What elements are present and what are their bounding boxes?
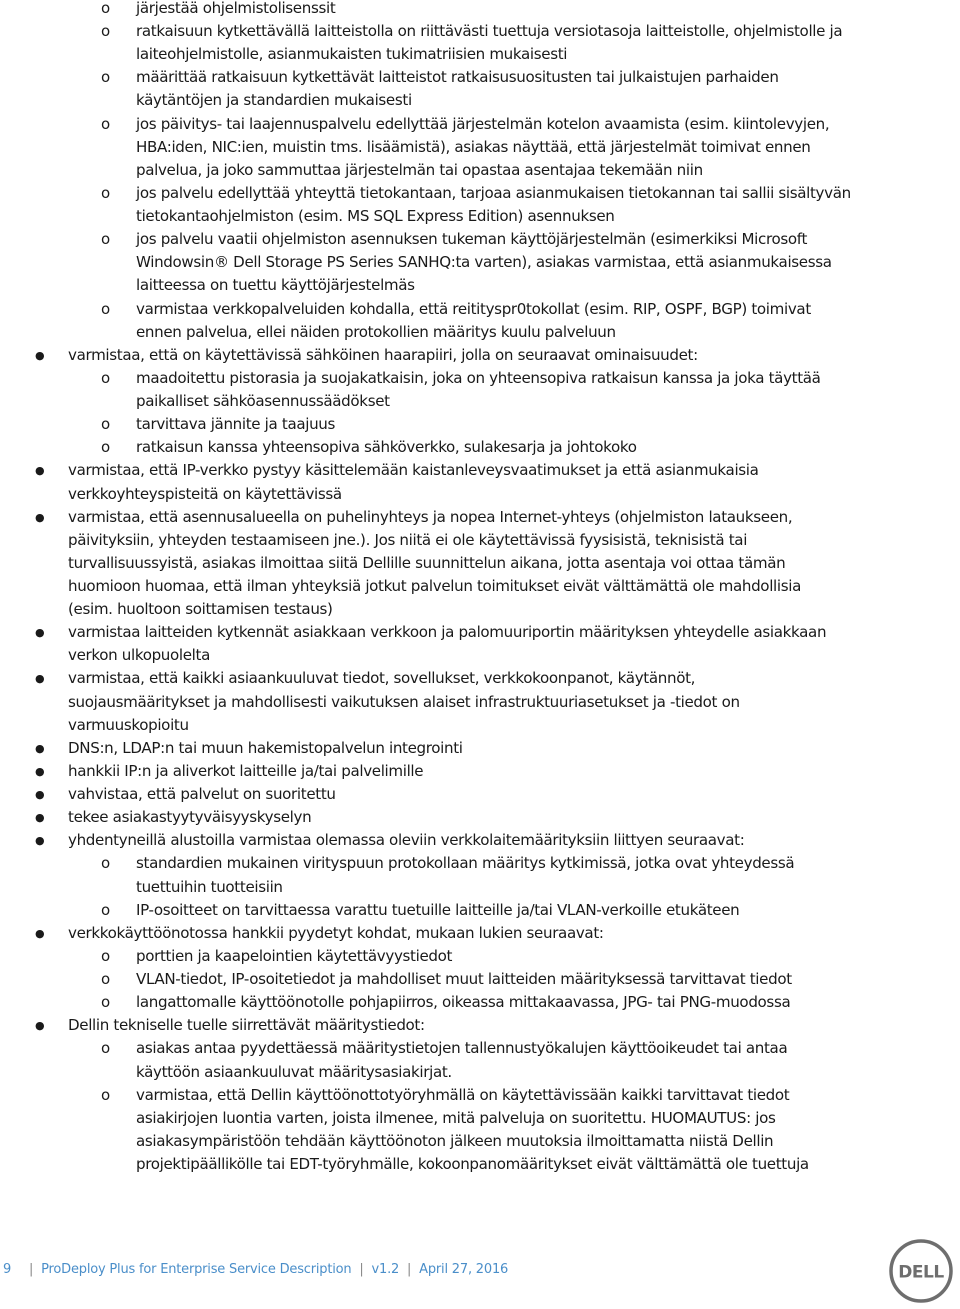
line-text: paikalliset sähköasennussäädökset: [136, 392, 390, 411]
line-text: varmistaa, että kaikki asiaankuuluvat tiedot, sovellukset, verkkokoonpanot, käytännöt,: [68, 669, 696, 688]
sub-bullet-marker: o: [101, 900, 110, 919]
sub-bullet-marker: o: [101, 415, 110, 434]
line-text: asiakas antaa pyydettäessä määritystietojen tallennustyökalujen käyttöoikeudet tai antaa: [136, 1039, 788, 1058]
sub-bullet-line: [0, 367, 821, 390]
line-text: DNS:n, LDAP:n tai muun hakemistopalvelun integrointi: [68, 738, 463, 757]
line-text: määrittää ratkaisuun kytkettävät laitteistot ratkaisusuositusten tai julkaistujen parhaiden: [136, 68, 779, 87]
line-text: asiakasympäristöön tehdään käyttöönoton jälkeen muutoksia ilmoittamatta niistä Dellin: [136, 1131, 774, 1150]
bullet-line: [0, 667, 695, 690]
sub-bullet-marker: o: [101, 946, 110, 965]
sub-bullet-marker: o: [101, 68, 110, 87]
sub-bullet-line: [0, 321, 616, 344]
sub-bullet-line: [0, 298, 811, 321]
bullet-line: [0, 506, 792, 529]
document-date: April 27, 2016: [419, 1262, 509, 1277]
bullet-line: [0, 760, 423, 783]
line-text: käyttöön asiaankuuluvat määritysasiakirjat.: [136, 1062, 452, 1081]
sub-bullet-line: [0, 390, 390, 413]
bullet-line: [0, 806, 311, 829]
line-text: verkkokäyttöönotossa hankkii pyydetyt kohdat, mukaan lukien seuraavat:: [68, 923, 604, 942]
sub-bullet-marker: o: [101, 368, 110, 387]
bullet-line: [0, 598, 333, 621]
line-text: käytäntöjen ja standardien mukaisesti: [136, 91, 412, 110]
dell-logo: [888, 1238, 954, 1304]
sub-bullet-line: [0, 274, 415, 297]
line-text: varmistaa, että IP-verkko pystyy käsittelemään kaistanleveysvaatimukset ja että asianmukaisia: [68, 461, 759, 480]
sub-bullet-line: [0, 159, 703, 182]
bullet-line: [0, 922, 604, 945]
bullet-line: [0, 459, 759, 482]
bullet-line: [0, 644, 210, 667]
footer-separator: |: [407, 1262, 412, 1277]
line-text: HBA:iden, NIC:ien, muistin tms. lisäämistä), asiakas näyttää, että järjestelmät toimivat ennen: [136, 137, 811, 156]
line-text: vahvistaa, että palvelut on suoritettu: [68, 785, 336, 804]
line-text: Dellin tekniselle tuelle siirrettävät määritystiedot:: [68, 1016, 425, 1035]
sub-bullet-line: [0, 852, 794, 875]
line-text: varmistaa laitteiden kytkennät asiakkaan verkkoon ja palomuuriportin määrityksen yhteydelle asiakkaan: [68, 623, 827, 642]
line-text: palvelua, ja joko sammuttaa järjestelmän tai opastaa asentajaa tekemään niin: [136, 160, 703, 179]
bullet-line: [0, 344, 698, 367]
line-text: suojausmääritykset ja mahdollisesti vaikutuksen alaiset infrastruktuuriasetukset ja -tiedot on: [68, 692, 740, 711]
bullet-line: [0, 829, 744, 852]
sub-bullet-line: [0, 968, 792, 991]
sub-bullet-marker: o: [101, 299, 110, 318]
line-text: ennen palvelua, ellei näiden protokollien määritys kuulu palveluun: [136, 322, 616, 341]
sub-bullet-line: [0, 205, 615, 228]
line-text: varmistaa verkkopalveluiden kohdalla, että reitityspr0tokollat (esim. RIP, OSPF, BGP) toimivat: [136, 299, 811, 318]
sub-bullet-line: [0, 991, 790, 1014]
sub-bullet-line: [0, 945, 452, 968]
bullet-marker: ●: [35, 672, 45, 686]
sub-bullet-line: [0, 1130, 773, 1153]
bullet-marker: ●: [35, 348, 45, 362]
line-text: varmistaa, että Dellin käyttöönottotyöryhmällä on käytettävissään kaikki tarvittavat tiedot: [136, 1085, 790, 1104]
bullet-marker: ●: [35, 1019, 45, 1033]
line-text: projektipäällikölle tai EDT-työryhmälle, kokoonpanomääritykset eivät välttämättä ole tuettuja: [136, 1155, 809, 1173]
bullet-marker: ●: [35, 811, 45, 825]
sub-bullet-line: [0, 1153, 809, 1176]
sub-bullet-line: [0, 20, 842, 43]
sub-bullet-line: [0, 228, 807, 251]
sub-bullet-marker: o: [101, 22, 110, 41]
sub-bullet-line: [0, 136, 811, 159]
sub-bullet-line: [0, 0, 335, 20]
sub-bullet-marker: o: [101, 183, 110, 202]
sub-bullet-line: [0, 1037, 787, 1060]
page-footer: [3, 1262, 508, 1277]
sub-bullet-line: [0, 413, 335, 436]
sub-bullet-marker: o: [101, 993, 110, 1012]
line-text: huomioon huomaa, että ilman yhteyksiä jotkut palvelun toimitukset eivät välttämättä ole mahdollisia: [68, 577, 801, 595]
bullet-line: [0, 552, 785, 575]
line-text: jos päivitys- tai laajennuspalvelu edellyttää järjestelmän kotelon avaamista (esim. kiintolevyjen,: [136, 114, 830, 133]
sub-bullet-line: [0, 113, 829, 136]
line-text: varmistaa, että asennusalueella on puhelinyhteys ja nopea Internet-yhteys (ohjelmiston lataukseen,: [68, 507, 793, 526]
footer-separator: |: [359, 1262, 364, 1277]
sub-bullet-line: [0, 1061, 452, 1084]
bullet-line: [0, 483, 342, 506]
line-text: päivityksiin, yhteyden testaamiseen jne.). Jos niitä ei ole käytettävissä fyysisistä, teknisistä tai: [68, 530, 748, 549]
bullet-line: [0, 691, 740, 714]
sub-bullet-line: [0, 1084, 789, 1107]
bullet-line: [0, 1014, 425, 1037]
line-text: Windowsin® Dell Storage PS Series SANHQ:ta varten), asiakas varmistaa, että asianmukaisessa: [136, 253, 832, 272]
line-text: tietokantaohjelmiston (esim. MS SQL Express Edition) asennuksen: [136, 207, 615, 226]
sub-bullet-line: [0, 876, 283, 899]
bullet-line: [0, 575, 801, 598]
sub-bullet-marker: o: [101, 0, 110, 17]
sub-bullet-line: [0, 251, 832, 274]
line-text: verkon ulkopuolelta: [68, 646, 210, 665]
line-text: porttien ja kaapelointien käytettävyystiedot: [136, 946, 453, 965]
line-text: IP-osoitteet on tarvittaessa varattu tuetuille laitteille ja/tai VLAN-verkoille etukäteen: [136, 900, 740, 919]
bullet-marker: ●: [35, 788, 45, 802]
bullet-line: [0, 529, 747, 552]
line-text: ratkaisuun kytkettävällä laitteistolla on riittävästi tuettuja versiotasoja laitteistolle, ohjelmistolle ja: [136, 22, 843, 41]
bullet-line: [0, 714, 189, 737]
bullet-marker: ●: [35, 510, 45, 524]
sub-bullet-line: [0, 66, 779, 89]
line-text: varmuuskopioitu: [68, 715, 189, 734]
document-version: v1.2: [371, 1262, 400, 1277]
footer-separator: |: [29, 1262, 34, 1277]
sub-bullet-line: [0, 899, 739, 922]
sub-bullet-line: [0, 1107, 776, 1130]
bullet-marker: ●: [35, 464, 45, 478]
line-text: turvallisuussyistä, asiakas ilmoittaa siitä Dellille suunnittelun aikana, jotta asentaja voi ottaa tämän: [68, 553, 786, 572]
line-text: hankkii IP:n ja aliverkot laitteille ja/tai palvelimille: [68, 761, 424, 780]
line-text: VLAN-tiedot, IP-osoitetiedot ja mahdolliset muut laitteiden määrityksessä tarvittavat tiedot: [136, 970, 792, 989]
line-text: laitteessa on tuettu käyttöjärjestelmäs: [136, 276, 415, 295]
sub-bullet-line: [0, 89, 412, 112]
bullet-line: [0, 783, 336, 806]
sub-bullet-marker: o: [101, 230, 110, 249]
line-text: standardien mukainen virityspuun protokollaan määritys kytkimissä, jotka ovat yhteydessä: [136, 854, 795, 873]
sub-bullet-line: [0, 182, 851, 205]
sub-bullet-marker: o: [101, 114, 110, 133]
line-text: jos palvelu edellyttää yhteyttä tietokantaan, tarjoaa asianmukaisen tietokannan tai sallii sisältyvän: [136, 183, 851, 202]
line-text: jos palvelu vaatii ohjelmiston asennuksen tukeman käyttöjärjestelmän (esimerkiksi Microsoft: [136, 230, 808, 249]
bullet-marker: ●: [35, 764, 45, 778]
sub-bullet-marker: o: [101, 438, 110, 457]
page-number: 9: [3, 1262, 12, 1277]
line-text: varmistaa, että on käytettävissä sähköinen haarapiiri, jolla on seuraavat ominaisuudet:: [68, 345, 698, 364]
bullet-marker: ●: [35, 626, 45, 640]
document-title: ProDeploy Plus for Enterprise Service Description: [41, 1262, 352, 1277]
line-text: tarvittava jännite ja taajuus: [136, 415, 336, 434]
bullet-marker: ●: [35, 741, 45, 755]
line-text: verkkoyhteyspisteitä on käytettävissä: [68, 484, 342, 503]
sub-bullet-line: [0, 43, 567, 66]
line-text: maadoitettu pistorasia ja suojakatkaisin, joka on yhteensopiva ratkaisun kanssa ja joka täyttää: [136, 368, 821, 387]
line-text: laiteohjelmistolle, asianmukaisten tukimatriisien mukaisesti: [136, 45, 568, 64]
sub-bullet-marker: o: [101, 1085, 110, 1104]
dell-logo-text: DELL: [898, 1262, 944, 1283]
sub-bullet-marker: o: [101, 970, 110, 989]
line-text: tuettuihin tuotteisiin: [136, 877, 283, 896]
sub-bullet-marker: o: [101, 1039, 110, 1058]
line-text: tekee asiakastyytyväisyyskyselyn: [68, 808, 312, 827]
line-text: ratkaisun kanssa yhteensopiva sähköverkko, sulakesarja ja johtokoko: [136, 438, 637, 457]
line-text: (esim. huoltoon soittamisen testaus): [68, 600, 333, 619]
bullet-line: [0, 621, 826, 644]
bullet-marker: ●: [35, 834, 45, 848]
line-text: langattomalle käyttöönotolle pohjapiirros, oikeassa mittakaavassa, JPG- tai PNG-muodossa: [136, 993, 791, 1012]
line-text: järjestää ohjelmistolisenssit: [136, 0, 336, 17]
sub-bullet-marker: o: [101, 854, 110, 873]
sub-bullet-line: [0, 436, 637, 459]
bullet-marker: ●: [35, 926, 45, 940]
line-text: yhdentyneillä alustoilla varmistaa olemassa oleviin verkkolaitemäärityksiin liittyen seuraavat:: [68, 831, 745, 850]
line-text: asiakirjojen luontia varten, joista ilmenee, mitä palveluja on suoritettu. HUOMAUTUS: jos: [136, 1108, 776, 1127]
bullet-line: [0, 737, 463, 760]
